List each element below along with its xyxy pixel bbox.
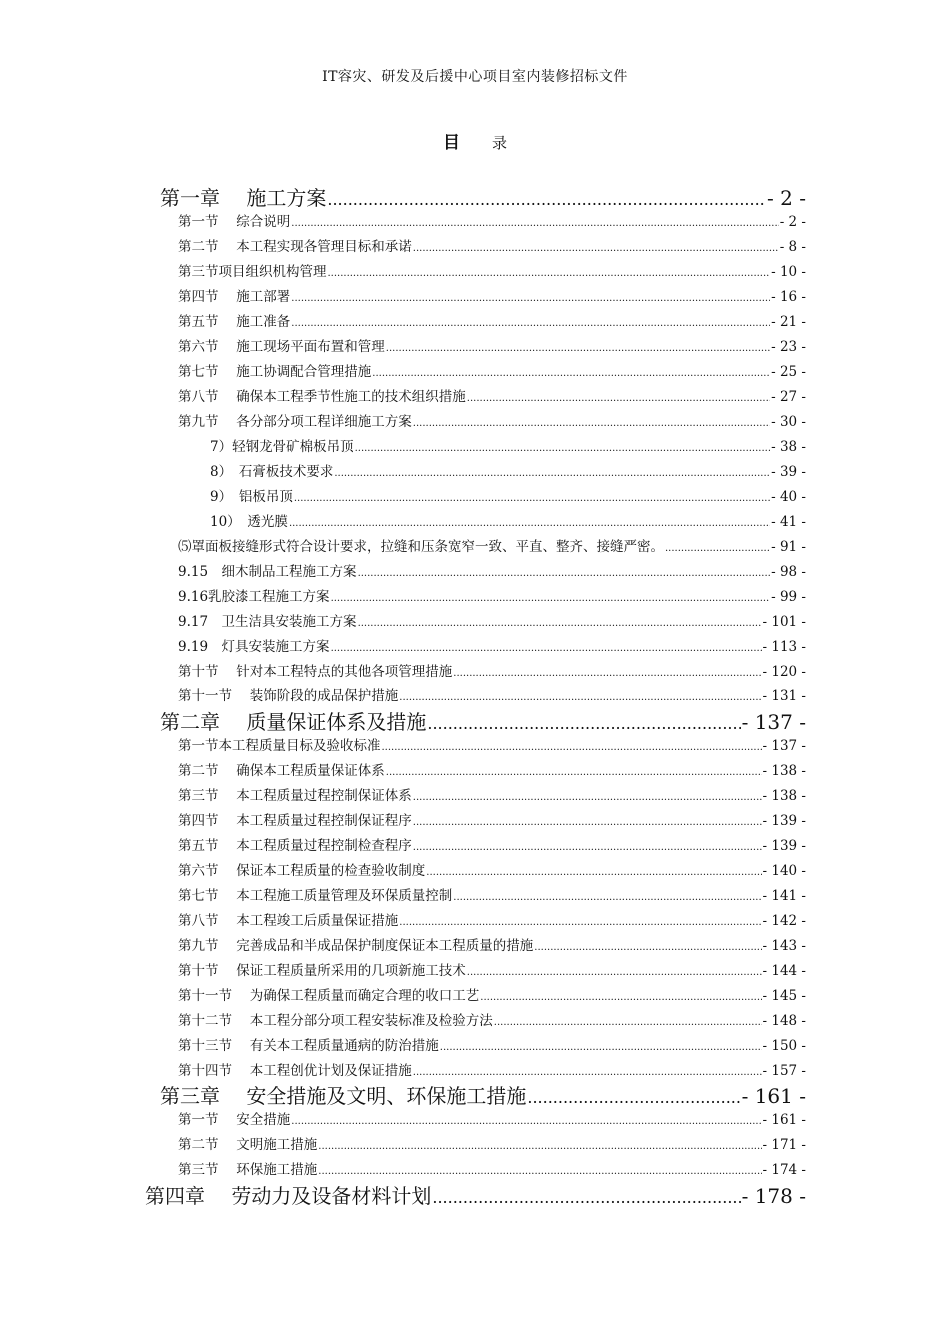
toc-section-entry[interactable]: [178, 385, 806, 405]
toc-section-entry[interactable]: [178, 834, 806, 854]
toc-leader-dots: [386, 767, 762, 778]
toc-leader-dots: [665, 543, 770, 554]
toc-leader-dots: [413, 1067, 762, 1078]
toc-section-entry[interactable]: [178, 784, 806, 804]
toc-leader-dots: [334, 468, 770, 479]
toc-page-number: - 30 -: [771, 414, 806, 430]
toc-title-part1: 目: [442, 133, 460, 153]
toc-section-entry[interactable]: [178, 235, 806, 255]
toc-leader-dots: [318, 1166, 761, 1177]
toc-leader-dots: [453, 892, 761, 903]
toc-entry-label: 第二节 文明施工措施: [178, 1137, 318, 1153]
toc-section-entry[interactable]: [178, 660, 806, 680]
toc-entry-label: 第六节 施工现场平面布置和管理: [178, 339, 385, 355]
toc-entry-label: 第三节 环保施工措施: [178, 1162, 318, 1178]
toc-leader-dots: [426, 867, 761, 878]
toc-section-entry[interactable]: [178, 610, 806, 630]
toc-entry-label: 第一章 施工方案: [160, 186, 327, 210]
toc-page-number: - 139 -: [762, 813, 806, 829]
toc-section-entry[interactable]: [178, 684, 806, 704]
toc-section-entry[interactable]: [178, 410, 806, 430]
toc-page-number: - 8 -: [779, 239, 806, 255]
toc-page-number: - 2 -: [779, 214, 806, 230]
toc-page-number: - 40 -: [771, 489, 806, 505]
toc-page-number: - 99 -: [771, 589, 806, 605]
toc-leader-dots: [467, 393, 770, 404]
toc-page-number: - 150 -: [762, 1038, 806, 1054]
toc-section-entry[interactable]: [178, 635, 806, 655]
toc-leader-dots: [413, 817, 762, 828]
toc-page-number: - 38 -: [771, 439, 806, 455]
toc-leader-dots: [318, 1141, 761, 1152]
toc-entry-label: 第十三节 有关本工程质量通病的防治措施: [178, 1038, 439, 1054]
toc-leader-dots: [432, 1188, 740, 1207]
toc-leader-dots: [358, 618, 762, 629]
toc-page-number: - 41 -: [771, 514, 806, 530]
toc-entry-label: 第二节 本工程实现各管理目标和承诺: [178, 239, 412, 255]
toc-entry-label: 第十节 针对本工程特点的其他各项管理措施: [178, 664, 453, 680]
toc-leader-dots: [427, 714, 740, 733]
toc-leader-dots: [291, 318, 770, 329]
toc-page-number: - 161 -: [762, 1112, 806, 1128]
toc-section-entry[interactable]: [178, 1158, 806, 1178]
toc-page-number: - 157 -: [762, 1063, 806, 1079]
toc-chapter-entry[interactable]: [160, 706, 806, 735]
toc-section-entry[interactable]: [178, 934, 806, 954]
toc-section-entry[interactable]: [178, 734, 806, 754]
toc-page-number: - 16 -: [771, 289, 806, 305]
toc-leader-dots: [413, 243, 779, 254]
toc-page-number: - 27 -: [771, 389, 806, 405]
toc-entry-label: 第十二节 本工程分部分项工程安装标准及检验方法: [178, 1013, 493, 1029]
toc-section-entry[interactable]: [178, 1108, 806, 1128]
toc-leader-dots: [291, 293, 770, 304]
toc-entry-label: 7）轻钢龙骨矿棉板吊顶: [210, 439, 354, 455]
toc-section-entry[interactable]: [178, 759, 806, 779]
toc-section-entry[interactable]: [178, 809, 806, 829]
toc-page-number: - 101 -: [762, 614, 806, 630]
toc-page-number: - 113 -: [762, 639, 806, 655]
toc-entry-label: 第十节 保证工程质量所采用的几项新施工技术: [178, 963, 466, 979]
toc-entry-label: ⑸罩面板接缝形式符合设计要求，拉缝和压条宽窄一致、平直、整齐、接缝严密。: [178, 539, 664, 555]
toc-entry-label: 第三章 安全措施及文明、环保施工措施: [160, 1084, 527, 1108]
document-header: IT容灾、研发及后援中心项目室内装修招标文件: [322, 69, 628, 85]
toc-section-entry[interactable]: [178, 909, 806, 929]
toc-section-entry[interactable]: [210, 485, 806, 505]
toc-page-number: - 171 -: [762, 1137, 806, 1153]
toc-entry-label: 第四节 本工程质量过程控制保证程序: [178, 813, 412, 829]
toc-section-entry[interactable]: [178, 535, 806, 555]
toc-leader-dots: [331, 643, 762, 654]
toc-page-number: - 139 -: [762, 838, 806, 854]
toc-leader-dots: [467, 967, 762, 978]
toc-entry-label: 9） 铝板吊顶: [210, 489, 293, 505]
toc-leader-dots: [386, 343, 770, 354]
toc-leader-dots: [413, 792, 762, 803]
toc-section-entry[interactable]: [210, 510, 806, 530]
toc-section-entry[interactable]: [178, 310, 806, 330]
toc-leader-dots: [413, 842, 762, 853]
toc-section-entry[interactable]: [178, 585, 806, 605]
toc-title: [0, 128, 950, 153]
toc-entry-label: 第六节 保证本工程质量的检查验收制度: [178, 863, 426, 879]
toc-section-entry[interactable]: [178, 1034, 806, 1054]
toc-section-entry[interactable]: [178, 959, 806, 979]
toc-section-entry[interactable]: [178, 560, 806, 580]
toc-chapter-entry[interactable]: [160, 1080, 806, 1109]
toc-entry-label: 第一节 综合说明: [178, 214, 291, 230]
toc-entry-label: 第五节 本工程质量过程控制检查程序: [178, 838, 412, 854]
toc-entry-label: 10） 透光膜: [210, 514, 288, 530]
toc-leader-dots: [399, 917, 761, 928]
toc-page-number: - 143 -: [762, 938, 806, 954]
toc-entry-label: 9.17 卫生洁具安装施工方案: [178, 614, 357, 630]
toc-page-number: - 23 -: [771, 339, 806, 355]
toc-leader-dots: [440, 1042, 762, 1053]
toc-leader-dots: [291, 218, 778, 229]
toc-entry-label: 9.19 灯具安装施工方案: [178, 639, 330, 655]
toc-page-number: - 137 -: [762, 738, 806, 754]
toc-leader-dots: [294, 493, 770, 504]
toc-leader-dots: [355, 443, 771, 454]
toc-leader-dots: [494, 1017, 762, 1028]
toc-entry-label: 第三节项目组织机构管理: [178, 264, 327, 280]
toc-page-number: - 178 -: [741, 1184, 806, 1208]
toc-entry-label: 第八节 本工程竣工后质量保证措施: [178, 913, 399, 929]
toc-entry-label: 第十四节 本工程创优计划及保证措施: [178, 1063, 412, 1079]
toc-chapter-entry[interactable]: [145, 1180, 806, 1209]
toc-page-number: - 131 -: [762, 688, 806, 704]
toc-page-number: - 10 -: [771, 264, 806, 280]
toc-entry-label: 第八节 确保本工程季节性施工的技术组织措施: [178, 389, 466, 405]
toc-title-part2: 录: [491, 134, 507, 152]
toc-leader-dots: [328, 268, 771, 279]
toc-page-number: - 141 -: [762, 888, 806, 904]
toc-section-entry[interactable]: [210, 435, 806, 455]
toc-leader-dots: [382, 742, 762, 753]
toc-section-entry[interactable]: [178, 1009, 806, 1029]
toc-leader-dots: [331, 593, 771, 604]
toc-entry-label: 第十一节 为确保工程质量而确定合理的收口工艺: [178, 988, 480, 1004]
toc-entry-label: 第五节 施工准备: [178, 314, 291, 330]
toc-page-number: - 21 -: [771, 314, 806, 330]
toc-page-number: - 39 -: [771, 464, 806, 480]
toc-leader-dots: [291, 1116, 761, 1127]
toc-entry-label: 第一节本工程质量目标及验收标准: [178, 738, 381, 754]
toc-chapter-entry[interactable]: [160, 182, 806, 211]
toc-page-number: - 120 -: [762, 664, 806, 680]
toc-leader-dots: [372, 368, 770, 379]
toc-page-number: - 174 -: [762, 1162, 806, 1178]
toc-section-entry[interactable]: [178, 1133, 806, 1153]
toc-entry-label: 第二节 确保本工程质量保证体系: [178, 763, 385, 779]
toc-section-entry[interactable]: [178, 984, 806, 1004]
toc-page-number: - 91 -: [771, 539, 806, 555]
toc-leader-dots: [453, 668, 761, 679]
toc-entry-label: 第四章 劳动力及设备材料计划: [145, 1184, 432, 1208]
toc-entry-label: 第一节 安全措施: [178, 1112, 291, 1128]
toc-entry-label: 9.16乳胶漆工程施工方案: [178, 589, 330, 605]
toc-section-entry[interactable]: [178, 260, 806, 280]
toc-section-entry[interactable]: [210, 460, 806, 480]
toc-page-number: - 98 -: [771, 564, 806, 580]
toc-page-number: - 144 -: [762, 963, 806, 979]
toc-section-entry[interactable]: [178, 360, 806, 380]
toc-page-number: - 140 -: [762, 863, 806, 879]
toc-leader-dots: [358, 568, 771, 579]
toc-page-number: - 138 -: [762, 788, 806, 804]
toc-section-entry[interactable]: [178, 210, 806, 230]
toc-entry-label: 第九节 各分部分项工程详细施工方案: [178, 414, 412, 430]
toc-entry-label: 第七节 施工协调配合管理措施: [178, 364, 372, 380]
toc-section-entry[interactable]: [178, 884, 806, 904]
toc-page-number: - 142 -: [762, 913, 806, 929]
toc-section-entry[interactable]: [178, 1059, 806, 1079]
toc-leader-dots: [480, 992, 761, 1003]
toc-entry-label: 第四节 施工部署: [178, 289, 291, 305]
toc-page-number: - 138 -: [762, 763, 806, 779]
toc-entry-label: 第七节 本工程施工质量管理及环保质量控制: [178, 888, 453, 904]
toc-page-number: - 25 -: [771, 364, 806, 380]
toc-entry-label: 第三节 本工程质量过程控制保证体系: [178, 788, 412, 804]
toc-leader-dots: [534, 942, 761, 953]
toc-entry-label: 第二章 质量保证体系及措施: [160, 710, 427, 734]
toc-section-entry[interactable]: [178, 859, 806, 879]
toc-entry-label: 8） 石膏板技术要求: [210, 464, 334, 480]
toc-page-number: - 137 -: [741, 710, 806, 734]
toc-entry-label: 第十一节 装饰阶段的成品保护措施: [178, 688, 399, 704]
toc-leader-dots: [399, 692, 761, 703]
toc-page-number: - 2 -: [767, 186, 806, 210]
toc-entry-label: 9.15 细木制品工程施工方案: [178, 564, 357, 580]
toc-page-number: - 148 -: [762, 1013, 806, 1029]
toc-entry-label: 第九节 完善成品和半成品保护制度保证本工程质量的措施: [178, 938, 534, 954]
toc-section-entry[interactable]: [178, 335, 806, 355]
toc-leader-dots: [413, 418, 770, 429]
toc-leader-dots: [527, 1088, 740, 1107]
toc-leader-dots: [327, 190, 766, 209]
toc-leader-dots: [289, 518, 770, 529]
toc-page-number: - 161 -: [741, 1084, 806, 1108]
toc-page-number: - 145 -: [762, 988, 806, 1004]
toc-section-entry[interactable]: [178, 285, 806, 305]
